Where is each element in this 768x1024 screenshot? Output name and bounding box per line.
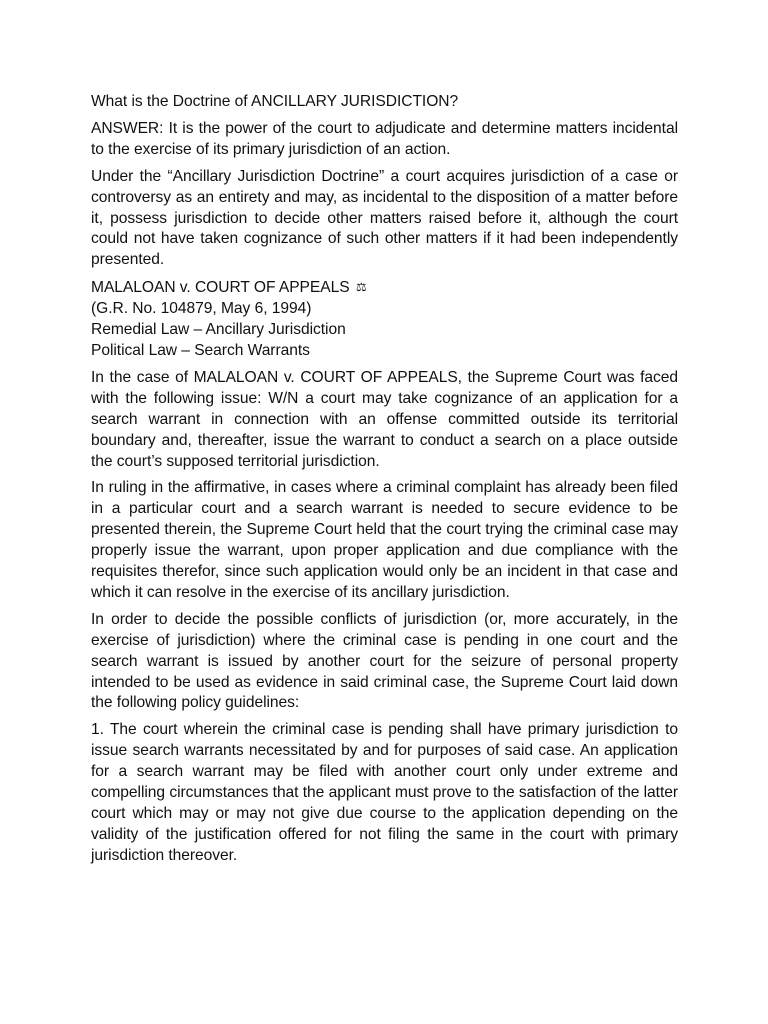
case-citation: (G.R. No. 104879, May 6, 1994): [91, 300, 312, 318]
issue-paragraph: In the case of MALALOAN v. COURT OF APPEALS, the Supreme Court was faced with the following issue: W/N a court may take cognizance of an application for a search warrant in connection with an offense committed outside its territorial boundary and, thereafter, issue the warrant to conduct a search on a place outside the court’s supposed territorial jurisdiction.: [91, 368, 678, 470]
case-reference-block: [91, 277, 678, 362]
document-page: [91, 92, 678, 873]
scales-icon: ⚖: [355, 280, 367, 295]
guidelines-intro-paragraph: In order to decide the possible conflicts of jurisdiction (or, more accurately, in the exercise of jurisdiction) where the criminal case is pending in one court and the search warrant is issued by another court for the seizure of personal property intended to be used as evidence in said criminal case, the Supreme Court laid down the following policy guidelines:: [91, 610, 678, 712]
answer-paragraph: ANSWER: It is the power of the court to adjudicate and determine matters incidental to the exercise of its primary jurisdiction of an action.: [91, 119, 678, 158]
guideline-1-paragraph: 1. The court wherein the criminal case is pending shall have primary jurisdiction to issue search warrants necessitated by and for purposes of said case. An application for a search warrant may be filed with another court only under extreme and compelling circumstances that the applicant must prove to the satisfaction of the latter court which may or may not give due course to the application depending on the validity of the justification offered for not filing the same in the court with primary jurisdiction thereover.: [91, 721, 678, 864]
case-title-line: [91, 277, 678, 299]
doctrine-paragraph: Under the “Ancillary Jurisdiction Doctrine” a court acquires jurisdiction of a case or controversy as an entirety and may, as incidental to the disposition of a matter before it, possess jurisdiction to decide other matters raised before it, although the court could not have taken cognizance of such other matters if it had been independently presented.: [91, 167, 678, 269]
ruling-paragraph: In ruling in the affirmative, in cases where a criminal complaint has already been filed in a particular court and a search warrant is needed to secure evidence to be presented therein, the Supreme Court held that the court trying the criminal case may properly issue the warrant, upon proper application and due compliance with the requisites therefor, since such application would only be an incident in that case and which it can resolve in the exercise of its ancillary jurisdiction.: [91, 479, 678, 601]
case-topic-remedial: Remedial Law – Ancillary Jurisdiction: [91, 321, 346, 339]
question-heading: What is the Doctrine of ANCILLARY JURISDICTION?: [91, 93, 459, 110]
case-title: MALALOAN v. COURT OF APPEALS: [91, 279, 350, 297]
case-topic-political: Political Law – Search Warrants: [91, 341, 310, 359]
